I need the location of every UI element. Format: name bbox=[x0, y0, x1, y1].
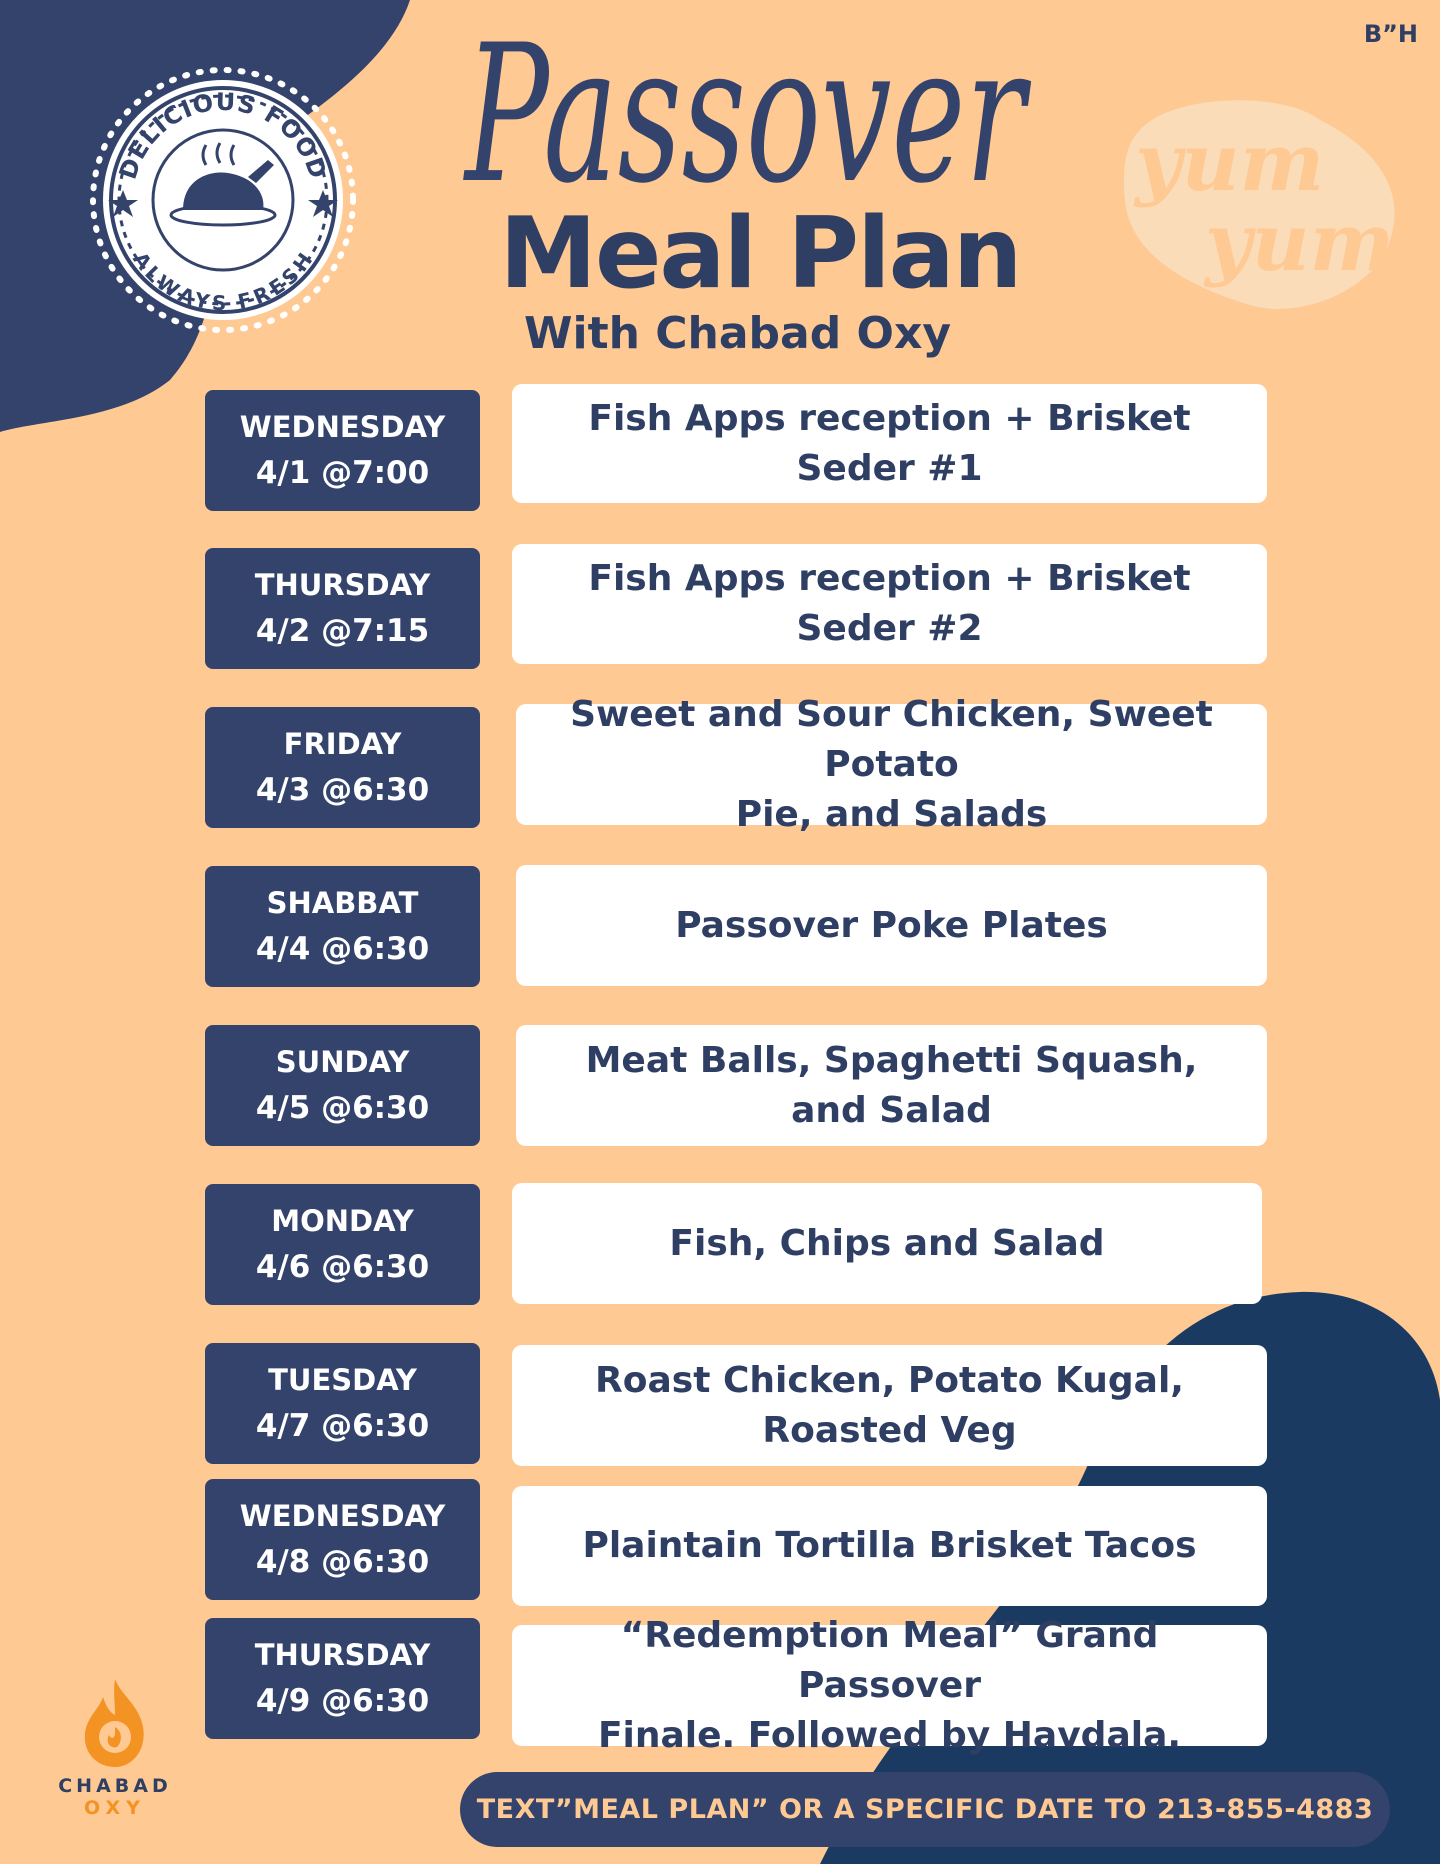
day-time: 4/5 @6:30 bbox=[255, 1089, 430, 1126]
day-time: 4/9 @6:30 bbox=[255, 1682, 430, 1719]
badge-top-text: DELICIOUS FOOD bbox=[113, 87, 333, 183]
day-name: WEDNESDAY bbox=[239, 409, 446, 444]
day-badge bbox=[205, 1618, 480, 1739]
badge-bottom-text: ALWAYS FRESH bbox=[128, 247, 318, 316]
day-name: WEDNESDAY bbox=[239, 1498, 446, 1533]
meal-description bbox=[512, 384, 1267, 503]
meal-description bbox=[512, 1183, 1262, 1304]
day-time: 4/7 @6:30 bbox=[255, 1407, 430, 1444]
day-name: SHABBAT bbox=[266, 885, 419, 920]
yum-text-1: yum bbox=[1135, 115, 1325, 209]
day-badge bbox=[205, 1479, 480, 1600]
title-script-text: Passover bbox=[463, 4, 1032, 225]
meal-description bbox=[512, 1486, 1267, 1606]
day-badge bbox=[205, 390, 480, 511]
meal-text: Sweet and Sour Chicken, Sweet Potato Pie, and Salads bbox=[570, 693, 1213, 835]
day-name: SUNDAY bbox=[275, 1044, 410, 1079]
bh-mark: B”H bbox=[1363, 20, 1418, 48]
day-badge bbox=[205, 707, 480, 828]
delicious-food-badge bbox=[88, 65, 358, 335]
day-badge bbox=[205, 548, 480, 669]
logo-line-1: CHABAD bbox=[58, 1775, 172, 1797]
logo-line-2: OXY bbox=[84, 1797, 146, 1819]
day-time: 4/6 @6:30 bbox=[255, 1248, 430, 1285]
yum-text-2: yum bbox=[1205, 195, 1395, 289]
day-name: THURSDAY bbox=[254, 567, 431, 602]
day-time: 4/2 @7:15 bbox=[255, 612, 430, 649]
flame-icon bbox=[77, 1675, 153, 1771]
day-name: THURSDAY bbox=[254, 1637, 431, 1672]
meal-text: Plaintain Tortilla Brisket Tacos bbox=[582, 1525, 1197, 1566]
meal-text: “Redemption Meal” Grand Passover Finale. Followed by Havdala. bbox=[597, 1614, 1182, 1756]
meal-description bbox=[512, 1614, 1267, 1756]
chabad-oxy-logo bbox=[55, 1675, 175, 1835]
meal-text: Fish, Chips and Salad bbox=[669, 1222, 1105, 1264]
page-subtitle: With Chabad Oxy bbox=[523, 308, 952, 359]
meal-text: Meat Balls, Spaghetti Squash, and Salad bbox=[585, 1039, 1198, 1131]
meal-description bbox=[516, 865, 1267, 986]
meal-description bbox=[516, 693, 1267, 835]
day-name: TUESDAY bbox=[268, 1362, 417, 1397]
meal-text: Passover Poke Plates bbox=[675, 904, 1108, 946]
meal-description bbox=[516, 1025, 1267, 1146]
day-badge bbox=[205, 1343, 480, 1464]
day-badge bbox=[205, 1184, 480, 1305]
day-badge bbox=[205, 866, 480, 987]
day-time: 4/1 @7:00 bbox=[255, 454, 430, 491]
page-title: Meal Plan bbox=[499, 197, 1021, 311]
meal-description bbox=[512, 1345, 1267, 1466]
day-time: 4/4 @6:30 bbox=[255, 930, 430, 967]
meal-text: Fish Apps reception + Brisket Seder #1 bbox=[588, 397, 1191, 489]
text-signup-banner: TEXT”MEAL PLAN” OR A SPECIFIC DATE TO 213-855-4883 bbox=[460, 1772, 1390, 1847]
meal-text: Roast Chicken, Potato Kugal, Roasted Veg bbox=[595, 1359, 1184, 1451]
day-name: MONDAY bbox=[271, 1203, 414, 1238]
day-time: 4/3 @6:30 bbox=[255, 771, 430, 808]
meal-description bbox=[512, 544, 1267, 664]
day-time: 4/8 @6:30 bbox=[255, 1543, 430, 1580]
day-badge bbox=[205, 1025, 480, 1146]
day-name: FRIDAY bbox=[283, 726, 402, 761]
meal-text: Fish Apps reception + Brisket Seder #2 bbox=[588, 558, 1191, 649]
yum-yum-sticker bbox=[1110, 90, 1410, 330]
